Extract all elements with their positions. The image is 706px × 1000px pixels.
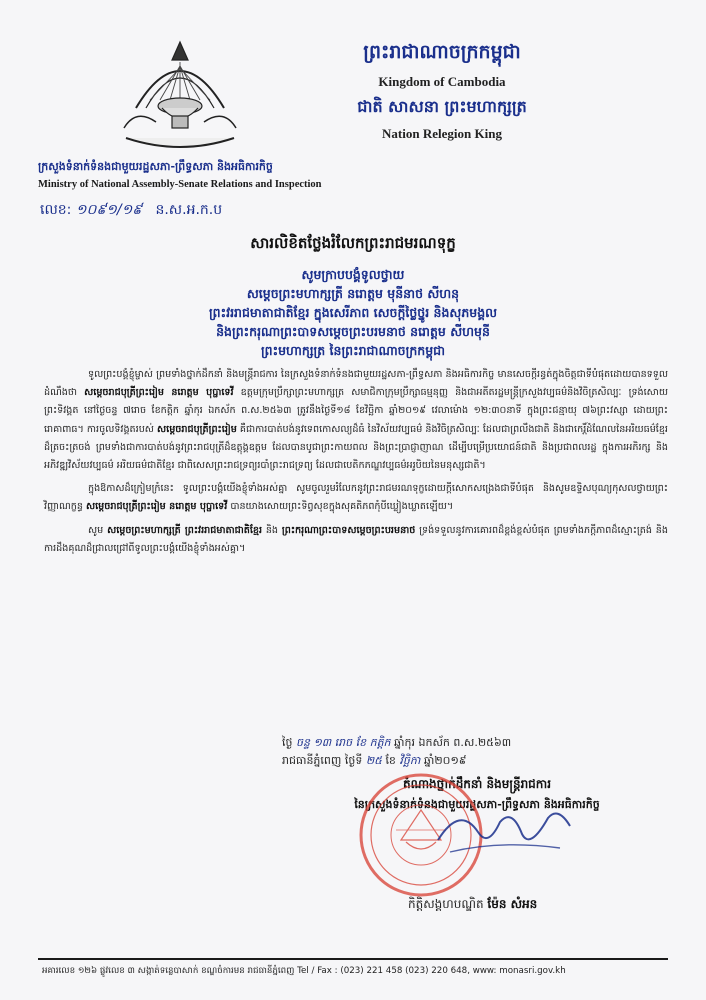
paragraph-bold: សម្តេចរាជបុត្រីព្រះរៀម <box>157 423 237 435</box>
signer-fullname: ម៉ែន សំអន <box>487 897 538 911</box>
letter-body <box>44 366 668 563</box>
paragraph <box>44 366 668 475</box>
reference-number <box>40 200 222 221</box>
address-line: ព្រះមហាក្សត្រ នៃព្រះរាជាណាចក្រកម្ពុជា <box>260 343 446 358</box>
paragraph-text: ទ្រង់ទទួលនូវការគោរពដ៏ខ្ពង់ខ្ពស់បំផុត ព្រមទាំងភក្តីភាពដ៏ស្មោះត្រង់ និងការដឹងគុណដ៏ជ្រាលជ្រៅពីទូលព្រះបង្គំយើងខ្ញុំទាំងអស់គ្នា។ <box>44 524 668 554</box>
paragraph-text: សូម <box>88 524 104 536</box>
signatory-line: នៃក្រសួងទំនាក់ទំនងជាមួយរដ្ឋសភា-ព្រឹទ្ធសភា និងអធិការកិច្ច <box>354 798 600 811</box>
footer-divider <box>38 958 668 960</box>
ministry-name-english: Ministry of National Assembly-Senate Relations and Inspection <box>38 179 322 190</box>
address-line: សូមក្រាបបង្គំទូលថ្វាយ <box>301 267 405 282</box>
paragraph <box>44 522 668 558</box>
date-month: វិច្ឆិកា <box>399 754 421 767</box>
address-line: សម្តេចព្រះមហាក្សត្រី នរោត្តម មុនីនាថ សីហនុ <box>246 286 460 301</box>
date-month-label: ខែ <box>385 754 396 767</box>
address-line: ព្រះវររាជមាតាជាតិខ្មែរ ក្នុងសេរីភាព សេចក្តីថ្លៃថ្នូរ និងសុភមង្គល <box>208 305 498 320</box>
motto-english: Nation Relegion King <box>382 126 502 141</box>
address-line: និងព្រះករុណាព្រះបាទសម្តេចព្រះបរមនាថ នរោត្តម សីហមុនី <box>216 324 490 339</box>
paragraph-text: និង <box>265 524 279 536</box>
lunar-date <box>282 736 682 752</box>
date-year: ឆ្នាំ២០១៩ <box>423 754 467 767</box>
signer-name <box>408 896 537 914</box>
footer-address: អគារលេខ ១២៦ ផ្លូវលេខ ៣ សង្កាត់ទន្លេបាសាក់ ខណ្ឌចំការមន រាជធានីភ្នំពេញ Tel / Fax : (023) 221 458 (023) 220 648, www: monasri.gov.kh <box>42 966 566 976</box>
reference-code: ន.ស.អ.ក.ប <box>155 202 223 218</box>
address-block <box>80 265 626 360</box>
paragraph-text: គឺជាការបាត់បង់នូវទេពកោសល្យដ៏ធំ នៃវិស័យវប្បធម៌ និងវិចិត្រសិល្បៈ ដែលជាព្រលឹងជាតិ និងជាកេរ្តិ៍ដំណែលនៃអរិយធម៌ខ្មែរ ដ៏ត្រចះត្រចង់ ព្រមទាំងជាការបាត់បង់នូវព្រះរាជបុត្រីដ៏ឧត្តុង្គឧត្តម ដែលបានបូជាព្រះកាយពល និងព្រះប្រាជ្ញាញាណ ដើម្បីបម្រើប្រយោជន៍ជាតិ និងប្រជាពលរដ្ឋ ក្នុងការអភិរក្ស និងអភិវឌ្ឍវិស័យវប្បធម៌ អរិយធម៌ជាតិខ្មែរ ជាពិសេសព្រះរាជទ្រព្យរបាំព្រះរាជទ្រព្យ ដែលជាបេតិកភណ្ឌវប្បធម៌អរូបិយនៃមនុស្សជាតិ។ <box>44 423 668 472</box>
reference-value: ១០៩១/១៩ <box>75 202 143 218</box>
date-day: ២៥ <box>365 754 382 767</box>
ministry-name-khmer: ក្រសួងទំនាក់ទំនងជាមួយរដ្ឋសភា-ព្រឹទ្ធសភា និងអធិការកិច្ច <box>38 160 273 173</box>
signatory-line: តំណាងថ្នាក់ដឹកនាំ និងមន្ត្រីរាជការ <box>402 777 552 791</box>
paragraph-text: ទូលព្រះបង្គំខ្ញុំម្ចាស់ ព្រមទាំងថ្នាក់ដឹកនាំ និងមន្ត្រីរាជការ នៃក្រសួងទំនាក់ទំនងជាមួយរដ្ឋសភា-ព្រឹទ្ធសភា និងអធិការកិច្ច មានសេចក្តីរន្ធត់ក្នុងចិត្តជាទីបំផុតដោយបានទទួលដំណឹងថា <box>44 369 668 399</box>
reference-label: លេខ: <box>40 202 72 218</box>
paragraph-bold: ព្រះករុណាព្រះបាទសម្តេចព្រះបរមនាថ <box>281 524 416 536</box>
ministry-header <box>38 160 338 190</box>
paragraph-text: ក្នុងឱកាសដ៏ក្រៀមក្រំនេះ ទូលព្រះបង្គំយើងខ្ញុំទាំងអស់គ្នា សូមចូលរួមរំលែកនូវព្រះរាជមរណទុក្ខដោយក្តីសោកសង្រេងជាទីបំផុត និងសូមឧទ្ទិសបុណ្យកុសលថ្វាយព្រះវិញ្ញាណក្ខន្ធ <box>44 483 668 513</box>
lunar-date-label: ថ្ងៃ <box>282 736 293 749</box>
signature-icon <box>430 800 580 870</box>
paragraph-text: បានយាងសោយព្រះទិព្វសុខក្នុងសុគតិភពកុំបីឃ្លៀងឃ្លាតឡើយ។ <box>230 501 454 513</box>
lunar-year: ឆ្នាំកុរ ឯកស័ក ព.ស.២៥៦៣ <box>394 736 512 749</box>
royal-emblem-icon <box>116 38 244 153</box>
date-block <box>282 736 682 770</box>
paragraph <box>44 480 668 516</box>
lunar-date-value: ចន្ទ ១៣ រោច ខែ កត្តិក <box>295 736 391 749</box>
paragraph-text: ឧត្តមក្រុមប្រឹក្សាព្រះមហាក្សត្រ សមាជិកាក្រុមប្រឹក្សាធម្មនុញ្ញ និងជាអតីតរដ្ឋមន្ត្រីក្រសួងវប្បធម៌និងវិចិត្រសិល្បៈ ទ្រង់សោយព្រះទិវង្គត នៅថ្ងៃចន្ទ ៧រោច ខែកត្តិក ឆ្នាំកុរ ឯកស័ក ព.ស.២៥៦៣ ត្រូវនឹងថ្ងៃទី១៨ ខែវិច្ឆិកា ឆ្នាំ២០១៩ វេលាម៉ោង ១២:៣០នាទី ក្នុងព្រះជន្មាយុ ៧៦ព្រះវស្សា ដោយព្រះរោគាពាធ។ ការចូលទិវង្គតរបស់ <box>44 387 668 435</box>
gregorian-date <box>282 754 682 770</box>
paragraph-bold: សម្តេចព្រះមហាក្សត្រី ព្រះវររាជមាតាជាតិខ្មែរ <box>107 524 262 536</box>
signer-title: កិត្តិសង្គហបណ្ឌិត <box>408 897 484 911</box>
motto-khmer: ជាតិ សាសនា ព្រះមហាក្សត្រ <box>357 97 527 116</box>
paragraph-bold: សម្តេចរាជបុត្រីព្រះរៀម នរោត្តម បុប្ផាទេវី <box>86 501 228 513</box>
paragraph-bold: សម្តេចរាជបុត្រីព្រះរៀម នរោត្តម បុប្ផាទេវី <box>84 387 234 399</box>
kingdom-title-khmer: ព្រះរាជាណាចក្រកម្ពុជា <box>363 41 521 63</box>
kingdom-header <box>322 40 562 142</box>
kingdom-title-english: Kingdom of Cambodia <box>378 74 506 89</box>
document-title: សារលិខិតថ្លែងរំលែកព្រះរាជមរណទុក្ខ <box>250 234 456 252</box>
date-place: រាជធានីភ្នំពេញ ថ្ងៃទី <box>282 754 363 767</box>
